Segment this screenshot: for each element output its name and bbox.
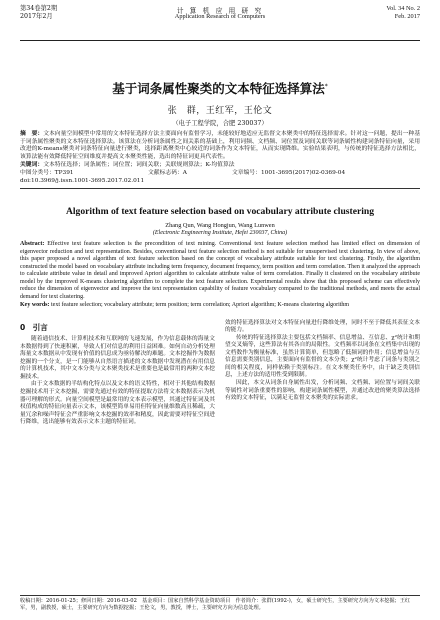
footnote: 收稿日期：2016-01-25；修回日期：2016-03-02 基金项目：国家自然科学基金资助项目 作者简介：张群(1992-)，女，硕士研究生，主要研究方向为文本挖掘；王红军，男，副教授，硕士，主要研究方向为数据挖掘；王伦文，男，教授，博士，主要研究方向为信息处理。: [20, 595, 420, 612]
keywords-en-label: Key words:: [20, 302, 50, 309]
journal-name-en: Application Research of Computers: [174, 13, 266, 20]
title-cn-text: 基于词条属性聚类的文本特征选择算法: [112, 81, 325, 96]
doi: doi:10.3969/j.issn.1001-3695.2017.02.011: [20, 177, 145, 184]
keywords-en: [20, 302, 420, 310]
affiliation-en: (Electronic Engineering Institute, Hefei 230037, China): [152, 230, 288, 237]
classification-line: [20, 170, 420, 178]
body-column-right: [225, 320, 420, 427]
abstract-en-label: Abstract:: [20, 241, 45, 248]
authors-en: Zhang Qun, Wang Hongjun, Wang Lunwen: [165, 222, 275, 230]
paper-title-en: Algorithm of text feature selection based on vocabulary attribute clustering: [65, 206, 375, 218]
authors-cn: 张 群，王红军，王伦文: [167, 106, 273, 116]
volume-cn: 第34卷第2期: [20, 5, 58, 12]
body-paragraph: 由于文本数据的半结构化特点以及文本的语义特性，相对于其他结构数据挖掘技术用于文本挖掘，需要先通过有效的特征提取方法将文本数据表示为机器可理解的形式。向量空间模型是最常用的文本表示模型，其通过特征词及其权值构成的特征向量表示文本，该模型简单易用但特征向量维数高且稀疏，大量冗余和噪声特征会严重影响文本挖掘的效率和精度，因此需要对特征空间进行降维，选出能够有效表示文本主题的特征词。: [20, 381, 215, 426]
abstract-en-text: Effective text feature selection is the precondition of text mining. Conventional text feature selection method has limited effect on dimension of eigenvector reduction and text representation. Besides, conventional text feature selection method is not suitable for unsupervised text clustering. In view of above, this paper proposed a novel algorithm of text feature selection based on the concept of vocabulary attribute suitable for text clustering. Firstly, the algorithm constructed the model based on vocabulary attribute including term frequency, document frequency, term position and term correlation. Then it analyzed the approach to calculate attribute value in detail and improved Apriori algorithm to calculate attribute value of term correlation. Finally it clustered on the vocabulary attribute model by the improved K-means clustering algorithm to complete the text feature selection. Experimental results show that this proposed scheme can effectively reduce the dimension of eigenvector and improve the text representation capability of feature vocabulary compared to the traditional methods, and meets the actual demand for text clustering.: [20, 241, 421, 300]
article-number: 文章编号：1001-3695(2017)02-0369-04: [232, 169, 346, 176]
body-column-left: [20, 320, 215, 427]
document-code: 文献标志码：A: [148, 169, 187, 176]
volume-en: Vol. 34 No. 2: [386, 5, 420, 12]
body-paragraph: 随着通信技术、计算机技术和互联网的飞速发展，作为信息载体的海量文本数据得到了快速积累，导致人们对信息的利用日益困难。如何自动分析处理海量文本数据从中发现有价值的信息成为亟待解决的难题。文本挖掘作为数据挖掘的一个分支，是一门能够从自然语言描述的文本数据中发现潜在有用信息的计算机技术，其中文本分类与文本聚类技术是重要也是最常用的两种文本挖掘技术。: [20, 336, 215, 380]
clc-number: 中图分类号：TP391: [20, 169, 74, 176]
date-cn: 2017年2月: [20, 13, 53, 20]
keywords-cn: [20, 162, 420, 170]
abstract-divider: [20, 188, 420, 189]
abstract-cn: [20, 131, 420, 161]
paper-title-cn: [20, 79, 420, 97]
abstract-en: [20, 241, 420, 301]
body-paragraph: 传统的特征选择算法主要包括文档频率、信息增益、互信息、χ²统计和期望交叉熵等，这些算法有其各自的局限性。文档频率以词条在文档集中出现的文档数作为衡量标准，虽然计算简单，但忽略了低频词的作用；信息增益与互信息需要类别信息，主要面向有监督的文本分类；χ²统计考虑了词条与类别之间的相关程度，同样依赖于类别标注。在文本聚类任务中，由于缺乏类别信息，上述方法的适用性受到限制。: [225, 334, 420, 379]
date-en: Feb. 2017: [394, 13, 420, 20]
title-footnote-mark: *: [324, 82, 328, 90]
keywords-cn-label: 关键词：: [20, 162, 44, 169]
abstract-cn-label: 摘 要：: [20, 131, 44, 137]
journal-header: [20, 0, 420, 41]
abstract-cn-text: 文本向量空间模型中常用的文本特征选择方法主要面向有监督学习，未能较好地适应无监督文本聚类中的特征选择需求。针对这一问题，提出一种基于词条属性聚类的文本特征选择算法。该算法在分析词条属性之间关系的基础上，利用词频、文档频、词位置及词间关联等词条属性构建词条特征向量，采用改进的K-means聚类对词条特征向量进行聚类，选择距离聚类中心较近的词条作为文本特征，从而实现降维。实验结果表明，与传统的特征选择方法相比，该算法能有效降低特征空间维度并提高文本聚类性能，选出的特征词更具代表性。: [20, 131, 421, 160]
affiliation-cn: （电子工程学院，合肥 230037）: [172, 120, 268, 127]
journal-name-cn: 计 算 机 应 用 研 究: [176, 7, 264, 15]
section-heading-introduction: 0 引言: [20, 322, 48, 332]
body-columns: [20, 320, 420, 427]
body-paragraph: 因此，本文从词条自身属性出发，分析词频、文档频、词位置与词间关联等属性对词条重要性的影响，构建词条属性模型，并通过改进的聚类算法选择有效的文本特征，以满足无监督文本聚类的实际需求。: [225, 380, 420, 402]
body-paragraph: 效的特征选择算法对文本特征向量进行降维处理，同时不至于降低其表征文本的能力。: [225, 319, 420, 334]
keywords-cn-text: 文本特征选择；词条属性；词位置；词间关联；关联规则算法；K-均值算法: [43, 162, 235, 169]
keywords-en-text: text feature selection; vocabulary attribute; term position; term correlation; Apriori algorithm; K-means clustering algorithm: [51, 302, 350, 309]
